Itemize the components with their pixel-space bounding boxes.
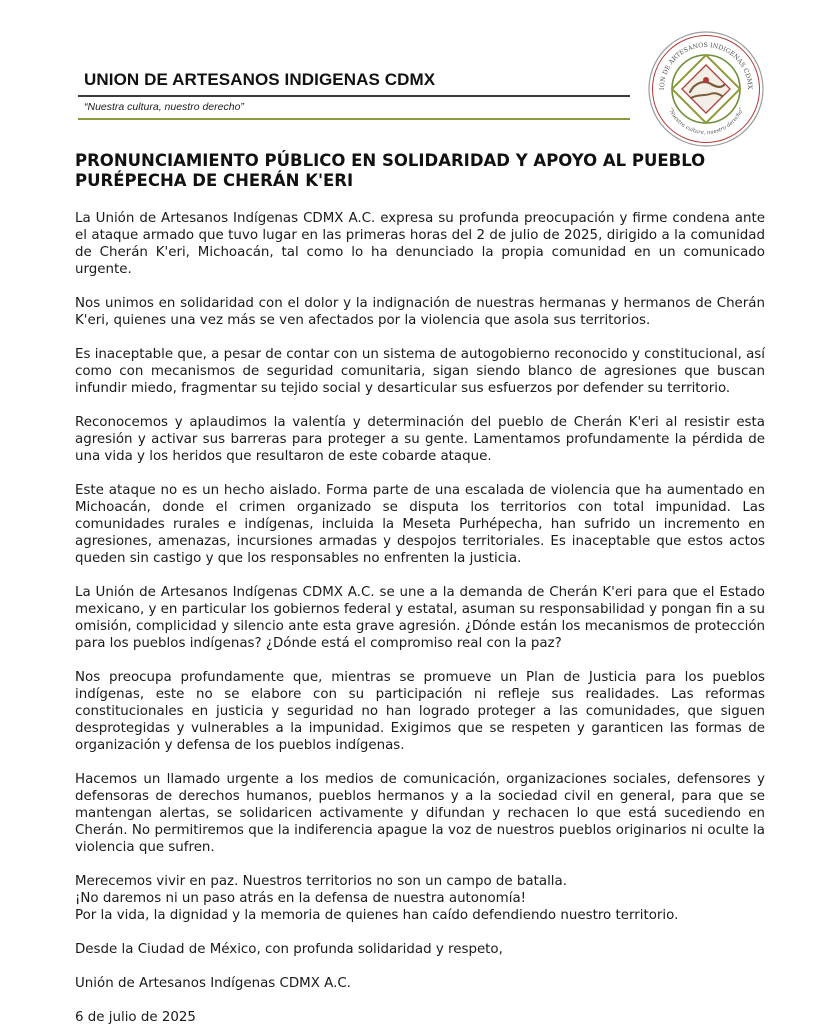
paragraph: Nos preocupa profundamente que, mientras se promueve un Plan de Justicia para los pueblos indígenas, este no se elabore con su participación ni refleje sus realidades. Las reformas constitucionales en justicia y seguridad no han logrado proteger a las comunidades, que siguen desprotegidas y vulnerables a la impunidad. Exigimos que se respeten y garanticen las formas de organización y defensa de los pueblos indígenas. — [75, 670, 765, 753]
header-accent-divider — [78, 118, 630, 120]
document-body — [75, 151, 765, 1026]
closing-line: Merecemos vivir en paz. Nuestros territorios no son un campo de batalla. — [75, 874, 567, 889]
logo-center-dot — [703, 77, 709, 83]
closing-statements — [75, 873, 765, 924]
paragraph: Reconocemos y aplaudimos la valentía y determinación del pueblo de Cherán K'eri al resistir esta agresión y activar sus barreras para proteger a su gente. Lamentamos profundamente la pérdida de una vida y los heridos que resultaron de este cobarde ataque. — [75, 415, 765, 464]
document-date: 6 de julio de 2025 — [75, 1010, 196, 1025]
organization-motto: “Nuestra cultura, nuestro derecho” — [84, 101, 244, 113]
closing-line: Por la vida, la dignidad y la memoria de quienes han caído defendiendo nuestro territorio. — [75, 908, 679, 923]
organization-name: UNION DE ARTESANOS INDIGENAS CDMX — [84, 70, 436, 89]
closing-line: ¡No daremos ni un paso atrás en la defensa de nuestra autonomía! — [75, 891, 527, 906]
logo-ring-text-bottom: “Nuestra cultura, nuestro derecho” — [666, 106, 746, 137]
paragraph: Hacemos un llamado urgente a los medios de comunicación, organizaciones sociales, defensores y defensoras de derechos humanos, pueblos hermanos y a la sociedad civil en general, para que se mantengan alertas, se solidaricen activamente y difundan y rechacen lo que está sucediendo en Cherán. No permitiremos que la indiferencia apague la voz de nuestros pueblos originarios ni oculte la violencia que sufren. — [75, 772, 765, 855]
header-divider — [78, 95, 630, 97]
paragraph: Nos unimos en solidaridad con el dolor y la indignación de nuestras hermanas y hermanos de Cherán K'eri, quienes una vez más se ven afectados por la violencia que asola sus territorios. — [75, 296, 765, 328]
logo-ring-text-top: ION DE ARTESANOS INDIGENAS CDMX — [658, 41, 754, 91]
signature: Unión de Artesanos Indígenas CDMX A.C. — [75, 976, 351, 991]
paragraph: Este ataque no es un hecho aislado. Forma parte de una escalada de violencia que ha aumentado en Michoacán, donde el crimen organizado se disputa los territorios con total impunidad. Las comunidades rurales e indígenas, incluida la Meseta Purhépecha, han sufrido un incremento en agresiones, amenazas, incursiones armadas y despojos territoriales. Es inaceptable que estos actos queden sin castigo y que los responsables no enfrenten la justicia. — [75, 483, 765, 566]
paragraph: La Unión de Artesanos Indígenas CDMX A.C. expresa su profunda preocupación y firme condena ante el ataque armado que tuvo lugar en las primeras horas del 2 de julio de 2025, dirigido a la comunidad de Cherán K'eri, Michoacán, tal como lo ha denunciado la propia comunidad en un comunicado urgente. — [75, 211, 765, 277]
organization-logo — [645, 28, 767, 150]
paragraph: La Unión de Artesanos Indígenas CDMX A.C. se une a la demanda de Cherán K'eri para que el Estado mexicano, y en particular los gobiernos federal y estatal, asuman su responsabilidad y pongan fin a su omisión, complicidad y silencio ante esta grave agresión. ¿Dónde están los mecanismos de protección para los pueblos indígenas? ¿Dónde está el compromiso real con la paz? — [75, 585, 765, 651]
logo-emblem — [645, 28, 767, 150]
letterhead — [78, 68, 630, 120]
paragraph: Es inaceptable que, a pesar de contar con un sistema de autogobierno reconocido y constitucional, así como con mecanismos de seguridad comunitaria, sigan siendo blanco de agresiones que buscan infundir miedo, fragmentar su tejido social y desarticular sus esfuerzos por defender su territorio. — [75, 347, 765, 396]
document-title: PRONUNCIAMIENTO PÚBLICO EN SOLIDARIDAD Y APOYO AL PUEBLO PURÉPECHA DE CHERÁN K'ERI — [75, 151, 706, 190]
farewell: Desde la Ciudad de México, con profunda solidaridad y respeto, — [75, 942, 503, 957]
